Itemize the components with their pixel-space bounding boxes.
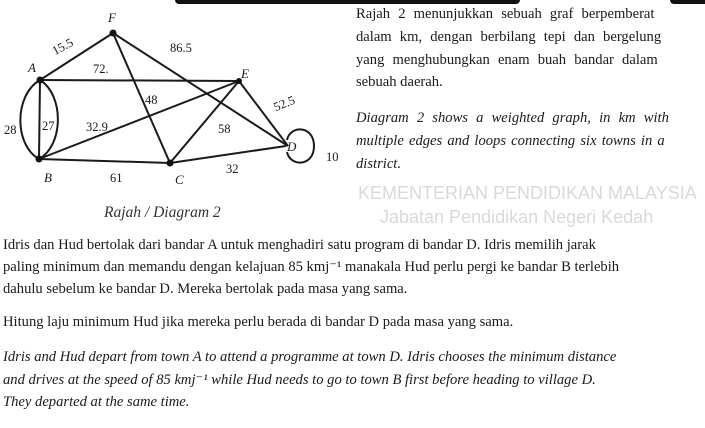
weight-f-d: 86.5 (170, 41, 192, 55)
node-label-d: D (287, 139, 297, 154)
node-a (37, 77, 44, 84)
node-f (110, 30, 117, 37)
node-b (36, 156, 43, 163)
intro-english-line-2: multiple edges and loops connecting six towns in a (356, 133, 665, 149)
edge-a-b-left (20, 80, 40, 159)
weight-a-b-right: 27 (42, 119, 55, 133)
question-malay-line-2: paling minimum dan memandu dengan kelajuan 85 kmj⁻¹ manakala Hud perlu pergi ke bandar B terlebih (3, 259, 620, 275)
weight-d-loop: 10 (326, 150, 339, 164)
weight-f-c: 48 (145, 93, 158, 107)
weight-c-e: 58 (218, 122, 231, 136)
watermark-line-2: Jabatan Pendidikan Negeri Kedah (380, 207, 654, 227)
question-english-line-2: and drives at the speed of 85 kmj⁻¹ while Hud needs to go to town B first before heading to village D. (3, 372, 596, 388)
weight-b-c: 61 (110, 171, 123, 185)
edge-e-d (239, 81, 288, 146)
intro-english-line-3: district. (356, 156, 401, 172)
weight-c-d: 32 (226, 162, 239, 176)
weight-e-d: 52.5 (271, 92, 298, 115)
node-label-f: F (108, 10, 116, 25)
node-c (167, 160, 174, 167)
top-bar-right (670, 0, 705, 4)
intro-malay-line-3: yang menghubungkan enam buah bandar dalam (356, 52, 658, 68)
edge-a-b (39, 80, 40, 159)
weight-a-f: 15.5 (49, 35, 76, 58)
intro-malay-line-4: sebuah daerah. (356, 74, 443, 90)
weighted-graph-diagram (0, 0, 350, 230)
diagram-caption: Rajah / Diagram 2 (104, 204, 221, 221)
edge-a-e (40, 80, 239, 81)
question-english-line-1: Idris and Hud depart from town A to attend a programme at town D. Idris chooses the minimum distance (3, 349, 617, 365)
weight-a-e: 72. (93, 62, 109, 76)
intro-english-line-1: Diagram 2 shows a weighted graph, in km with (356, 110, 669, 126)
weight-b-e: 32.9 (86, 120, 108, 134)
node-label-e: E (241, 66, 249, 81)
edge-f-d (113, 33, 288, 146)
weight-a-b-left: 28 (4, 123, 17, 137)
question-malay-line-1: Idris dan Hud bertolak dari bandar A untuk menghadiri satu program di bandar D. Idris memilih jarak (3, 237, 596, 253)
task-malay: Hitung laju minimum Hud jika mereka perlu berada di bandar D pada masa yang sama. (3, 314, 514, 330)
intro-malay-line-2: dalam km, dengan berbilang tepi dan bergelung (356, 29, 662, 45)
question-malay-line-3: dahulu sebelum ke bandar D. Mereka bertolak pada masa yang sama. (3, 281, 408, 297)
node-label-c: C (175, 172, 184, 187)
watermark-line-1: KEMENTERIAN PENDIDIKAN MALAYSIA (358, 183, 697, 203)
node-label-a: A (28, 60, 36, 75)
edge-b-c (39, 159, 170, 163)
edge-c-d (170, 146, 286, 163)
intro-malay-line-1: Rajah 2 menunjukkan sebuah graf berpemberat (356, 6, 655, 22)
node-label-b: B (44, 170, 52, 185)
question-english-line-3: They departed at the same time. (3, 394, 190, 410)
